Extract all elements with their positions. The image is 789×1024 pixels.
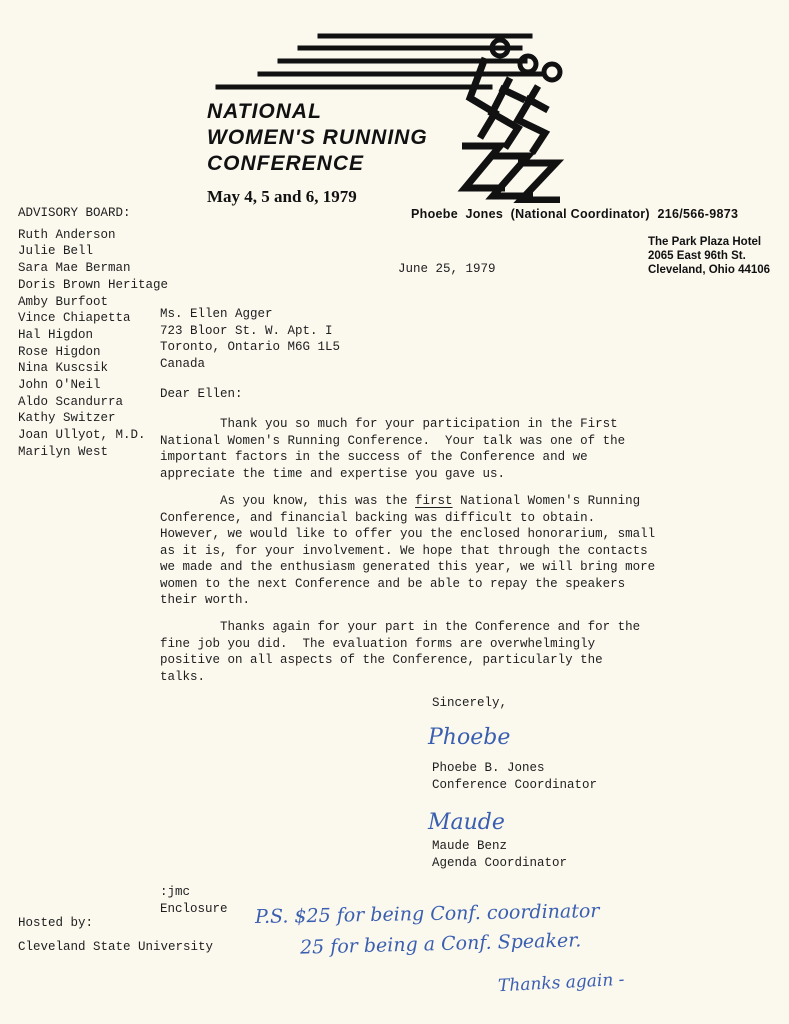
hotel-street: 2065 East 96th St.: [648, 250, 746, 262]
paragraph-line: women to the next Conference and be able to repay the speakers: [160, 576, 626, 591]
advisory-member: Joan Ullyot, M.D.: [18, 428, 146, 443]
conference-dates: May 4, 5 and 6, 1979: [207, 187, 357, 206]
signature-maude: Maude: [428, 810, 505, 835]
paragraph-line: However, we would like to offer you the enclosed honorarium, small: [160, 527, 656, 541]
paragraph-line: [160, 493, 655, 510]
recipient-line: 723 Bloor St. W. Apt. I: [160, 323, 333, 338]
recipient-line: Toronto, Ontario M6G 1L5: [160, 340, 341, 354]
paragraph-line: positive on all aspects of the Conference, particularly the: [160, 653, 603, 667]
paragraph-text: National Women's Running: [452, 494, 641, 508]
paragraph-line: we made and the enthusiasm generated this year, we will bring more: [160, 560, 656, 574]
paragraph-line: Conference, and financial backing was difficult to obtain.: [160, 510, 596, 525]
paragraph-line: as it is, for your involvement. We hope that through the contacts: [160, 543, 648, 558]
advisory-board: [18, 205, 168, 461]
paragraph-line: fine job you did. The evaluation forms are overwhelmingly: [160, 636, 596, 651]
hotel-city: Cleveland, Ohio 44106: [648, 264, 771, 276]
paragraph-line: Thank you so much for your participation in the First: [160, 417, 618, 431]
paragraph-line: important factors in the success of the Conference and we: [160, 450, 588, 464]
advisory-member: Hal Higdon: [18, 327, 94, 342]
advisory-member: Marilyn West: [18, 444, 109, 459]
underlined-word: first: [415, 494, 453, 508]
postscript-line-1: P.S. $25 for being Conf. coordinator: [254, 899, 600, 929]
paragraph-2: [160, 493, 655, 609]
hotel-name: The Park Plaza Hotel: [648, 236, 762, 248]
signer2-title: Agenda Coordinator: [432, 855, 568, 870]
recipient-line: Ms. Ellen Agger: [160, 307, 273, 321]
signer2-name: Maude Benz: [432, 839, 508, 853]
enclosure-note: Enclosure: [160, 902, 228, 916]
advisory-member: Sara Mae Berman: [18, 261, 131, 276]
closing: Sincerely,: [432, 696, 508, 710]
advisory-member: Rose Higdon: [18, 344, 101, 359]
advisory-member: Amby Burfoot: [18, 294, 109, 309]
postscript-line-2: 25 for being a Conf. Speaker.: [299, 929, 582, 959]
signer1-block: [432, 760, 597, 793]
typist-initials: :jmc: [160, 885, 191, 899]
hosted-by-label: Hosted by:: [18, 916, 94, 930]
conference-title-line-1: NATIONAL: [207, 100, 322, 123]
paragraph-3: [160, 619, 640, 685]
paragraph-line: talks.: [160, 669, 206, 684]
advisory-member: Ruth Anderson: [18, 227, 116, 242]
host-university: Cleveland State University: [18, 940, 214, 954]
advisory-member: Nina Kuscsik: [18, 361, 109, 376]
coordinator-line: Phoebe Jones (National Coordinator) 216/566-9873: [411, 207, 739, 221]
paragraph-line: appreciate the time and expertise you gave us.: [160, 466, 506, 481]
paragraph-line: National Women's Running Conference. Your talk was one of the: [160, 433, 626, 448]
advisory-member: Julie Bell: [18, 244, 94, 259]
signer1-name: Phoebe B. Jones: [432, 761, 545, 775]
advisory-member: Vince Chiapetta: [18, 311, 131, 326]
signature-phoebe: Phoebe: [428, 725, 511, 750]
recipient-line: Canada: [160, 356, 206, 371]
postscript-line-3: Thanks again -: [497, 969, 625, 997]
signer2-block: [432, 838, 567, 871]
advisory-member: John O'Neil: [18, 378, 101, 393]
conference-title-line-2: WOMEN'S RUNNING: [207, 126, 428, 149]
salutation: Dear Ellen:: [160, 387, 243, 401]
signer1-title: Conference Coordinator: [432, 777, 598, 792]
advisory-member: Kathy Switzer: [18, 411, 116, 426]
recipient-address: [160, 306, 340, 372]
paragraph-text: As you know, this was the: [160, 494, 416, 508]
paragraph-line: Thanks again for your part in the Conference and for the: [160, 620, 641, 634]
advisory-member: Doris Brown Heritage: [18, 277, 169, 292]
paragraph-1: [160, 416, 625, 482]
advisory-member: Aldo Scandurra: [18, 394, 124, 409]
advisory-heading: ADVISORY BOARD:: [18, 206, 131, 220]
conference-title-line-3: CONFERENCE: [207, 152, 365, 175]
letter-date: June 25, 1979: [398, 262, 496, 276]
paragraph-line: their worth.: [160, 593, 251, 607]
